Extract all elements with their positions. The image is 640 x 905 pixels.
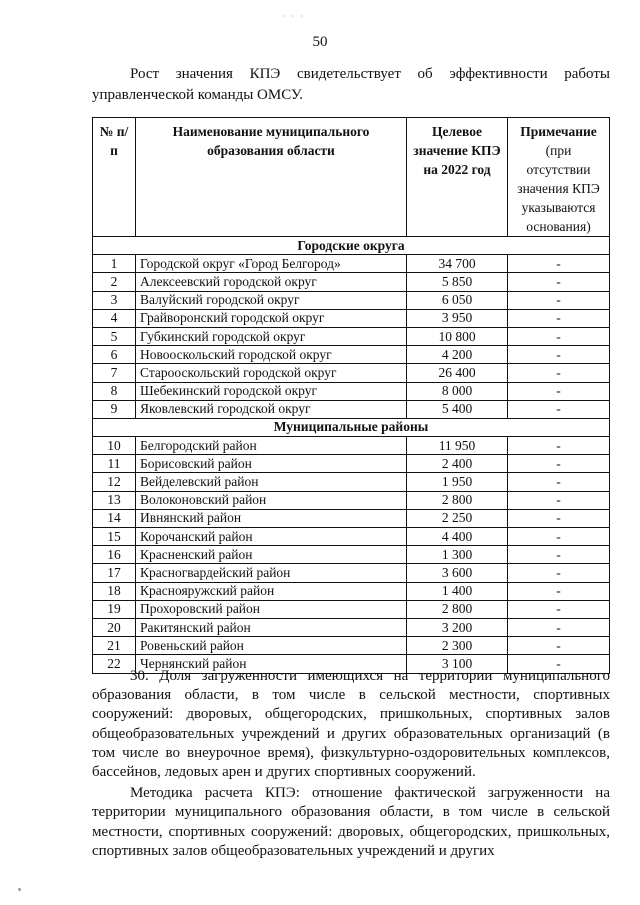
row-name: Старооскольский городской округ bbox=[136, 364, 407, 382]
table-row bbox=[93, 600, 610, 618]
header-note bbox=[508, 118, 610, 237]
table-row bbox=[93, 400, 610, 418]
row-value: 1 400 bbox=[407, 582, 508, 600]
table-row bbox=[93, 491, 610, 509]
table-row bbox=[93, 509, 610, 527]
row-name: Грайворонский городской округ bbox=[136, 309, 407, 327]
table-row bbox=[93, 528, 610, 546]
header-note-title: Примечание bbox=[520, 124, 597, 139]
row-value: 3 200 bbox=[407, 618, 508, 636]
row-name: Красногвардейский район bbox=[136, 564, 407, 582]
table-row bbox=[93, 255, 610, 273]
table-body bbox=[93, 237, 610, 674]
row-value: 4 400 bbox=[407, 528, 508, 546]
header-value: Целевое значение КПЭ на 2022 год bbox=[407, 118, 508, 237]
row-name: Городской округ «Город Белгород» bbox=[136, 255, 407, 273]
table-row bbox=[93, 346, 610, 364]
row-value: 3 600 bbox=[407, 564, 508, 582]
row-value: 3 950 bbox=[407, 309, 508, 327]
row-value: 8 000 bbox=[407, 382, 508, 400]
row-note: - bbox=[508, 618, 610, 636]
row-name: Шебекинский городской округ bbox=[136, 382, 407, 400]
row-value: 2 800 bbox=[407, 600, 508, 618]
row-note: - bbox=[508, 600, 610, 618]
row-number: 12 bbox=[93, 473, 136, 491]
kpe-table bbox=[92, 117, 610, 674]
row-note: - bbox=[508, 437, 610, 455]
row-value: 5 400 bbox=[407, 400, 508, 418]
row-value: 5 850 bbox=[407, 273, 508, 291]
row-note: - bbox=[508, 291, 610, 309]
row-name: Корочанский район bbox=[136, 528, 407, 546]
row-name: Новооскольский городской округ bbox=[136, 346, 407, 364]
row-number: 11 bbox=[93, 455, 136, 473]
row-value: 2 250 bbox=[407, 509, 508, 527]
header-dots: · · · bbox=[283, 12, 305, 21]
row-number: 7 bbox=[93, 364, 136, 382]
row-note: - bbox=[508, 364, 610, 382]
body-text bbox=[92, 667, 610, 861]
row-note: - bbox=[508, 255, 610, 273]
row-note: - bbox=[508, 309, 610, 327]
row-value: 2 800 bbox=[407, 491, 508, 509]
row-note: - bbox=[508, 528, 610, 546]
row-value: 1 300 bbox=[407, 546, 508, 564]
header-note-text: (при отсутствии значения КПЭ указываются основания) bbox=[517, 143, 600, 234]
row-name: Валуйский городской округ bbox=[136, 291, 407, 309]
row-value: 11 950 bbox=[407, 437, 508, 455]
row-value: 2 400 bbox=[407, 455, 508, 473]
row-number: 5 bbox=[93, 327, 136, 345]
row-note: - bbox=[508, 491, 610, 509]
row-note: - bbox=[508, 509, 610, 527]
row-value: 10 800 bbox=[407, 327, 508, 345]
header-num: № п/п bbox=[93, 118, 136, 237]
group-row bbox=[93, 418, 610, 436]
row-number: 15 bbox=[93, 528, 136, 546]
row-note: - bbox=[508, 546, 610, 564]
row-value: 1 950 bbox=[407, 473, 508, 491]
row-value: 34 700 bbox=[407, 255, 508, 273]
row-note: - bbox=[508, 400, 610, 418]
row-number: 3 bbox=[93, 291, 136, 309]
row-number: 1 bbox=[93, 255, 136, 273]
row-name: Чернянский район bbox=[136, 655, 407, 673]
row-note: - bbox=[508, 637, 610, 655]
intro-paragraph: Рост значения КПЭ свидетельствует об эффективности работы управленческой команды ОМСУ. bbox=[92, 66, 610, 103]
row-value: 6 050 bbox=[407, 291, 508, 309]
row-note: - bbox=[508, 582, 610, 600]
row-name: Прохоровский район bbox=[136, 600, 407, 618]
table-row bbox=[93, 273, 610, 291]
row-note: - bbox=[508, 455, 610, 473]
row-name: Ровеньский район bbox=[136, 637, 407, 655]
row-number: 16 bbox=[93, 546, 136, 564]
row-number: 22 bbox=[93, 655, 136, 673]
row-value: 2 300 bbox=[407, 637, 508, 655]
row-name: Ракитянский район bbox=[136, 618, 407, 636]
row-number: 10 bbox=[93, 437, 136, 455]
row-name: Ивнянский район bbox=[136, 509, 407, 527]
table-row bbox=[93, 564, 610, 582]
group-title: Муниципальные районы bbox=[93, 418, 610, 436]
row-note: - bbox=[508, 273, 610, 291]
table-row bbox=[93, 582, 610, 600]
row-number: 21 bbox=[93, 637, 136, 655]
row-note: - bbox=[508, 564, 610, 582]
row-number: 4 bbox=[93, 309, 136, 327]
row-value: 3 100 bbox=[407, 655, 508, 673]
row-note: - bbox=[508, 327, 610, 345]
table-row bbox=[93, 546, 610, 564]
table-header-row bbox=[93, 118, 610, 237]
row-name: Борисовский район bbox=[136, 455, 407, 473]
group-title: Городские округа bbox=[93, 237, 610, 255]
row-name: Белгородский район bbox=[136, 437, 407, 455]
row-number: 14 bbox=[93, 509, 136, 527]
table-row bbox=[93, 309, 610, 327]
row-value: 4 200 bbox=[407, 346, 508, 364]
row-number: 20 bbox=[93, 618, 136, 636]
row-name: Вейделевский район bbox=[136, 473, 407, 491]
header-name: Наименование муниципального образования области bbox=[136, 118, 407, 237]
table-row bbox=[93, 364, 610, 382]
row-name: Краснояружский район bbox=[136, 582, 407, 600]
row-name: Яковлевский городской округ bbox=[136, 400, 407, 418]
row-number: 6 bbox=[93, 346, 136, 364]
margin-mark bbox=[18, 888, 21, 891]
table-row bbox=[93, 327, 610, 345]
table-row bbox=[93, 382, 610, 400]
row-note: - bbox=[508, 655, 610, 673]
row-number: 13 bbox=[93, 491, 136, 509]
table-row bbox=[93, 637, 610, 655]
row-number: 2 bbox=[93, 273, 136, 291]
group-row bbox=[93, 237, 610, 255]
row-note: - bbox=[508, 346, 610, 364]
paragraph-30: 30. Доля загруженности имеющихся на территории муниципального образования области, в том числе в сельской местности, спортивных сооружений: дворовых, общегородских, пришкольных, спортивных залов общеобразовательных учреждений и других образовательных организаций (в том числе во внеурочное время), физкультурно-оздоровительных комплексов, бассейнов, ледовых арен и других спортивных сооружений. bbox=[92, 668, 610, 781]
table-row bbox=[93, 437, 610, 455]
row-number: 8 bbox=[93, 382, 136, 400]
table-row bbox=[93, 291, 610, 309]
row-number: 19 bbox=[93, 600, 136, 618]
row-name: Волоконовский район bbox=[136, 491, 407, 509]
table-row bbox=[93, 618, 610, 636]
table-row bbox=[93, 473, 610, 491]
row-value: 26 400 bbox=[407, 364, 508, 382]
row-name: Алексеевский городской округ bbox=[136, 273, 407, 291]
row-name: Губкинский городской округ bbox=[136, 327, 407, 345]
row-number: 17 bbox=[93, 564, 136, 582]
row-number: 18 bbox=[93, 582, 136, 600]
paragraph-methodology: Методика расчета КПЭ: отношение фактической загруженности на территории муниципального образования области, в том числе в сельской местности, спортивных сооружений: дворовых, общегородских, пришкольных, спортивных залов общеобразовательных учреждений и других bbox=[92, 785, 610, 859]
page-number: 50 bbox=[312, 34, 328, 50]
row-note: - bbox=[508, 382, 610, 400]
row-note: - bbox=[508, 473, 610, 491]
row-name: Красненский район bbox=[136, 546, 407, 564]
table-row bbox=[93, 455, 610, 473]
row-number: 9 bbox=[93, 400, 136, 418]
